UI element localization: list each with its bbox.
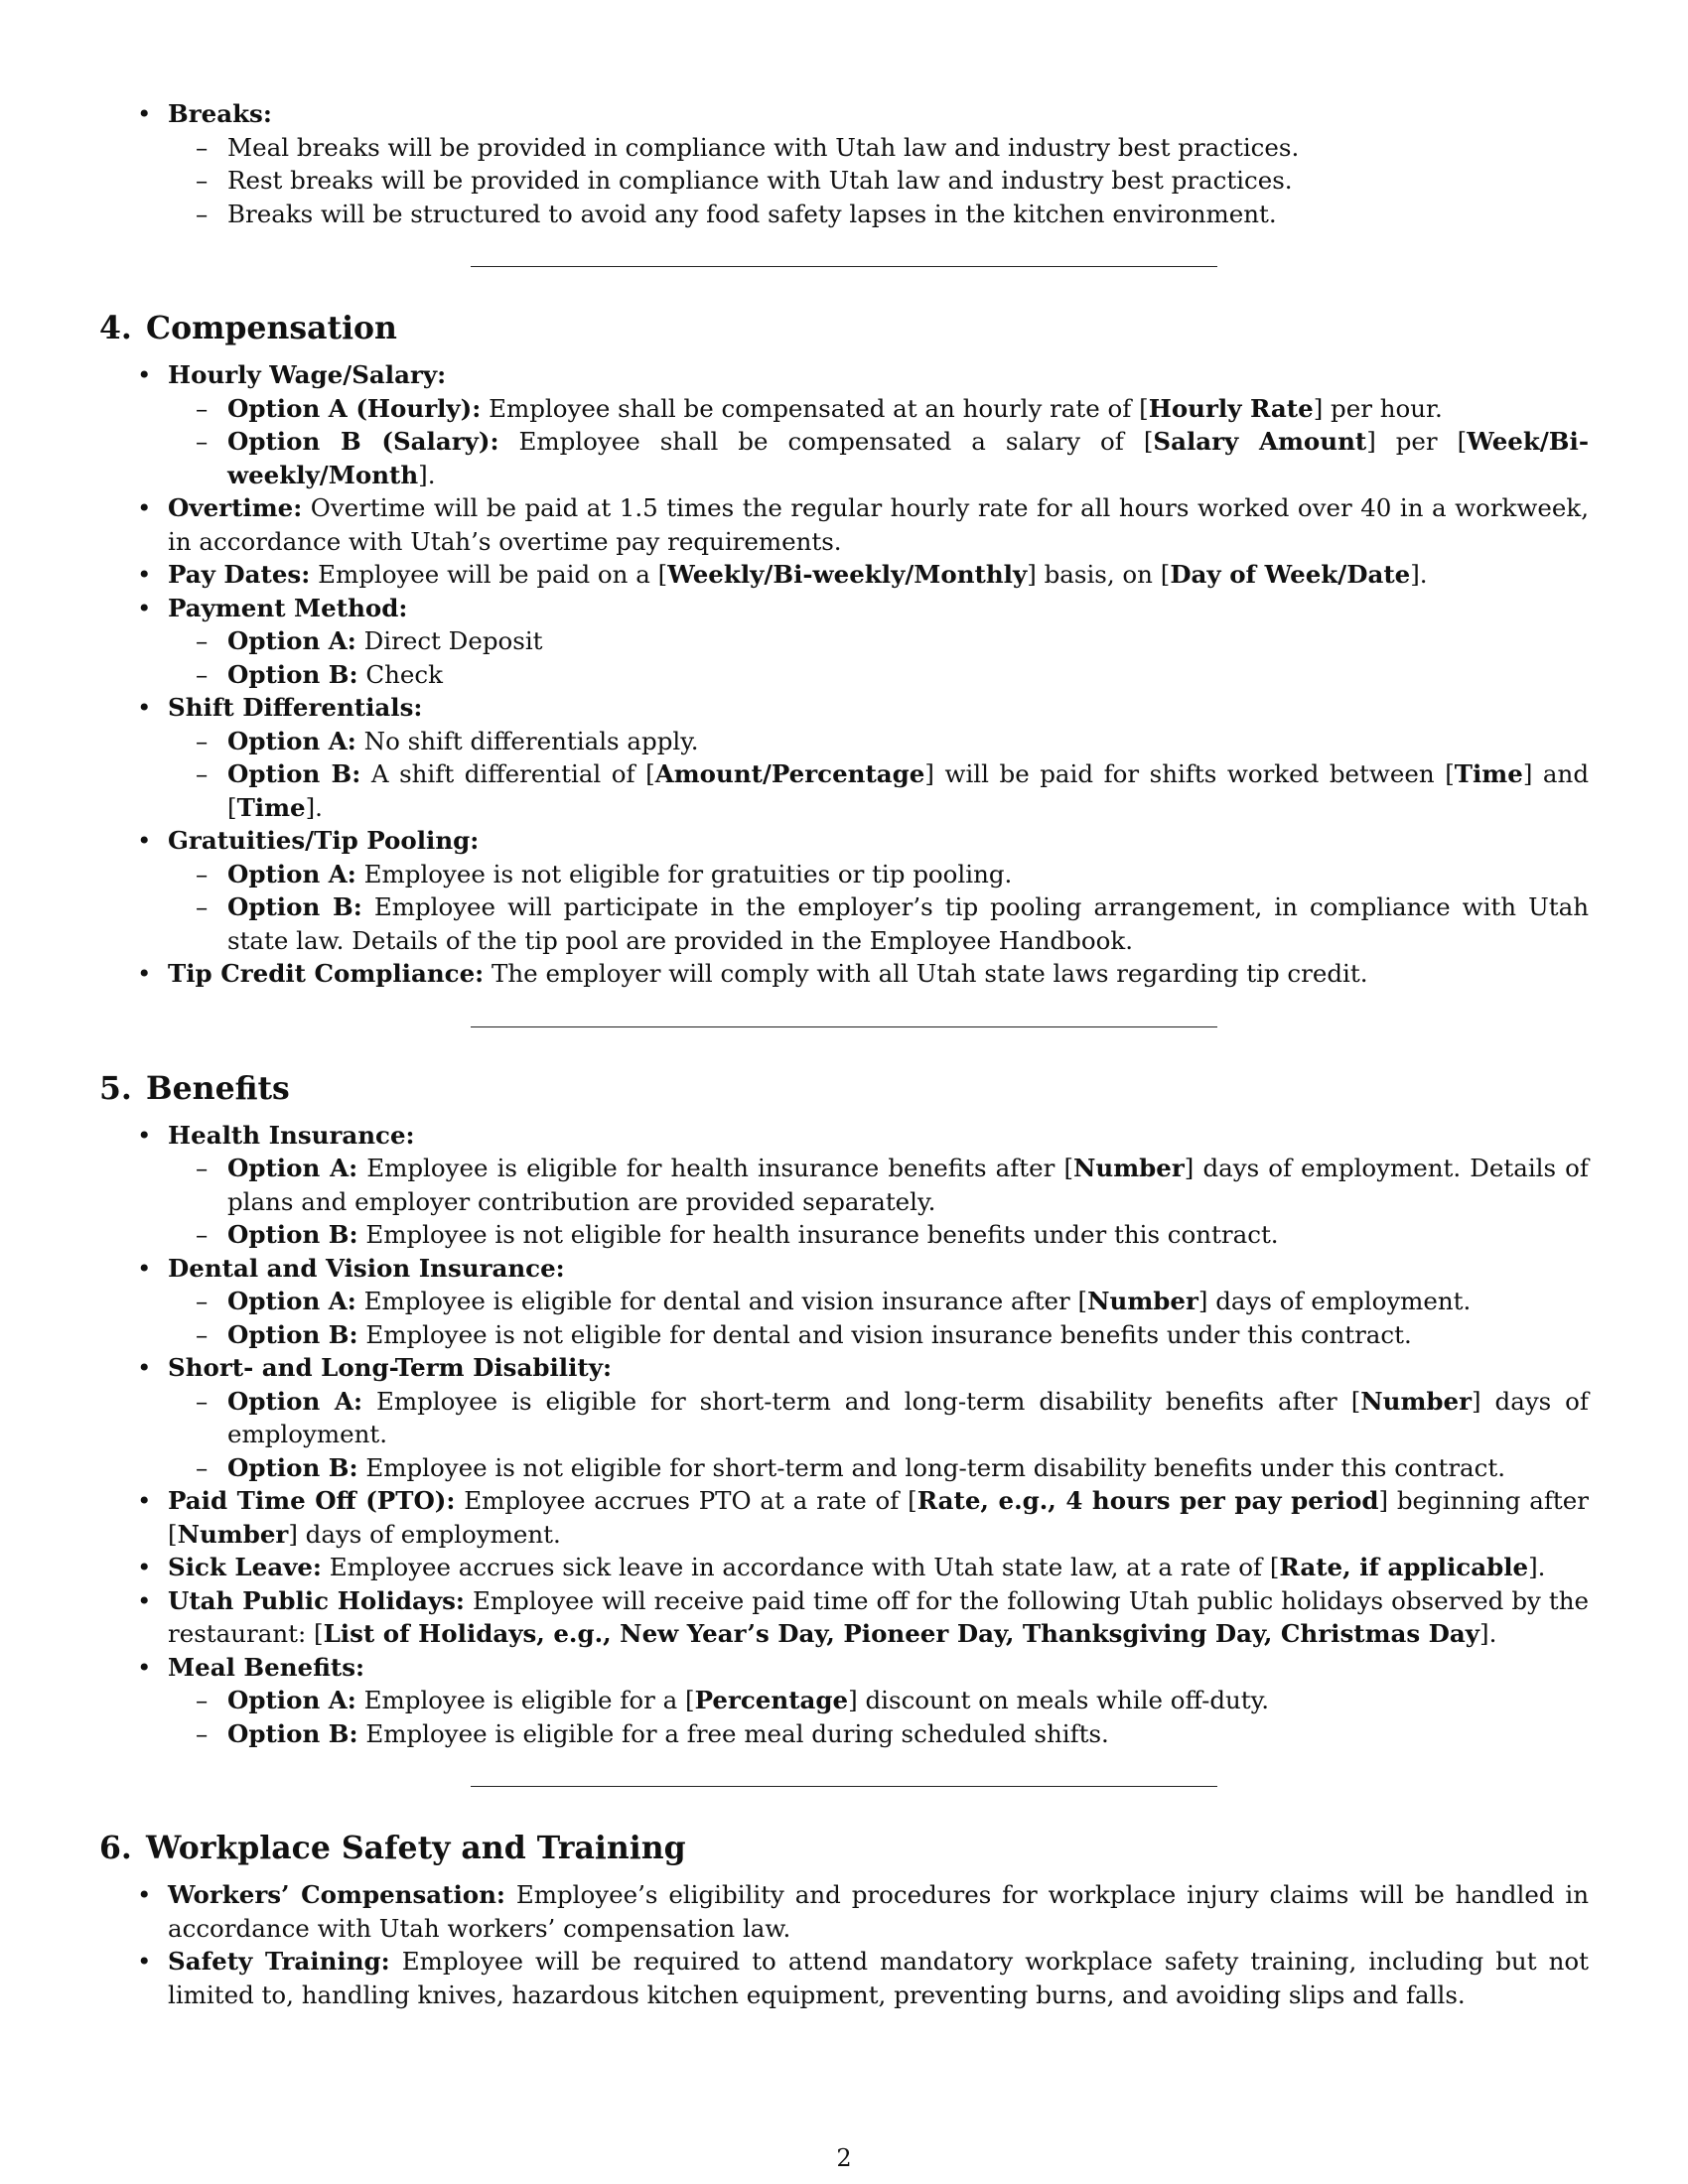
list-item-sick-leave xyxy=(99,1551,1589,1584)
option-b xyxy=(168,1451,1589,1485)
placeholder-field: Day of Week/Date xyxy=(1170,560,1411,589)
text: No shift differentials apply. xyxy=(363,726,699,755)
text: A shift differential of [ xyxy=(370,759,655,788)
text: ] days of employment. Details of plans and employer contribution are provided separately. xyxy=(227,1154,1589,1216)
compensation-list xyxy=(99,358,1589,991)
option-label: Option B: xyxy=(227,759,361,788)
text: ] days of employment. xyxy=(288,1519,561,1549)
section-heading-safety xyxy=(99,1829,1589,1868)
list-item-pto xyxy=(99,1484,1589,1551)
text: ] days of employment. xyxy=(227,1386,1589,1448)
text: Employee will be required to attend mandatory workplace safety training, including but not limited to, handling knives, hazardous kitchen equipment, preventing burns, and avoiding slips and falls. xyxy=(168,1947,1589,2009)
list-item-gratuities xyxy=(99,824,1589,957)
placeholder-field: Time xyxy=(1454,759,1523,788)
option-label: Option B: xyxy=(227,1718,358,1748)
text: Employee will participate in the employer’s tip pooling arrangement, in compliance with Utah state law. Details of the tip pool are provided in the Employee Handbook. xyxy=(227,892,1589,955)
section-title: Benefits xyxy=(146,1069,290,1107)
text: ] and [ xyxy=(227,759,1589,822)
list-item: – Meal breaks will be provided in compliance with Utah law and industry best practices. xyxy=(168,131,1589,165)
benefits-list xyxy=(99,1119,1589,1751)
text: Employee is eligible for short-term and long-term disability benefits after [ xyxy=(375,1386,1361,1416)
option-b xyxy=(168,658,1589,692)
health-options xyxy=(168,1152,1589,1252)
option-label: Option B: xyxy=(227,659,358,689)
placeholder-field: Weekly/Bi-weekly/Monthly xyxy=(667,560,1028,589)
option-a xyxy=(168,1285,1589,1318)
option-label: Option A: xyxy=(227,1154,358,1182)
text: Check xyxy=(365,659,443,689)
section-number: 5. xyxy=(99,1069,132,1107)
option-a xyxy=(168,624,1589,658)
text: ] per [ xyxy=(1366,427,1468,456)
section-divider xyxy=(471,1026,1217,1027)
text: ]. xyxy=(418,460,436,489)
text: Employee is not eligible for short-term and long-term disability benefits under this contract. xyxy=(365,1452,1506,1482)
list-item-hourly-wage xyxy=(99,358,1589,491)
dental-label: Dental and Vision Insurance: xyxy=(168,1253,565,1283)
holidays-label: Utah Public Holidays: xyxy=(168,1585,465,1615)
placeholder-field: Salary Amount xyxy=(1153,427,1367,456)
placeholder-field: Number xyxy=(1087,1287,1198,1315)
text: ] basis, on [ xyxy=(1027,560,1171,589)
text: ] days of employment. xyxy=(1197,1287,1472,1315)
safety-list xyxy=(99,1878,1589,2011)
hourly-options xyxy=(168,392,1589,492)
placeholder-field: Percentage xyxy=(694,1686,849,1714)
option-label: Option A: xyxy=(227,726,356,755)
list-item-meal-benefits xyxy=(99,1651,1589,1751)
text: ] discount on meals while off-duty. xyxy=(848,1686,1270,1714)
text: Employee will receive paid time off for the following Utah public holidays observed by the restaurant: [ xyxy=(168,1585,1589,1648)
gratuities-label: Gratuities/Tip Pooling: xyxy=(168,826,480,855)
payment-options xyxy=(168,624,1589,691)
placeholder-field: Number xyxy=(1360,1386,1473,1416)
meal-options xyxy=(168,1684,1589,1750)
option-label: Option B: xyxy=(227,1452,358,1482)
dental-options xyxy=(168,1285,1589,1351)
list-item-public-holidays xyxy=(99,1584,1589,1651)
pto-label: Paid Time Off (PTO): xyxy=(168,1486,456,1515)
hourly-label: Hourly Wage/Salary: xyxy=(168,360,447,389)
breaks-label: Breaks: xyxy=(168,99,272,128)
list-item-shift-differentials xyxy=(99,691,1589,824)
page-number: 2 xyxy=(836,2144,852,2172)
disability-label: Short- and Long-Term Disability: xyxy=(168,1353,612,1382)
text: ] per hour. xyxy=(1313,393,1443,423)
shift-options xyxy=(168,725,1589,825)
option-b xyxy=(168,890,1589,957)
text: Employee accrues sick leave in accordance with Utah state law, at a rate of [ xyxy=(329,1553,1280,1581)
list-item-tip-credit xyxy=(99,957,1589,991)
meal-label: Meal Benefits: xyxy=(168,1652,365,1682)
training-label: Safety Training: xyxy=(168,1947,390,1976)
list-item-health-insurance xyxy=(99,1119,1589,1252)
list-item-breaks xyxy=(99,97,1589,230)
section-divider xyxy=(471,266,1217,267)
list-item: – Breaks will be structured to avoid any food safety lapses in the kitchen environment. xyxy=(168,198,1589,231)
text: Employee shall be compensated a salary of [ xyxy=(518,427,1154,456)
placeholder-field: Amount/Percentage xyxy=(654,759,925,788)
placeholder-field: Rate, e.g., 4 hours per pay period xyxy=(916,1486,1379,1515)
text: Employee will be paid on a [ xyxy=(318,560,668,589)
list-item-disability xyxy=(99,1351,1589,1484)
section-title: Workplace Safety and Training xyxy=(146,1830,686,1866)
option-label: Option B: xyxy=(227,892,362,921)
placeholder-field: Week/Bi-weekly/Month xyxy=(227,427,1589,489)
text: Overtime will be paid at 1.5 times the regular hourly rate for all hours worked over 40 in a workweek, in accordance with Utah’s overtime pay requirements. xyxy=(168,493,1589,556)
option-label: Option A: xyxy=(227,859,356,888)
text: Employee is eligible for dental and vision insurance after [ xyxy=(363,1287,1088,1315)
option-b xyxy=(168,1218,1589,1252)
placeholder-field: Time xyxy=(236,792,306,822)
placeholder-field: Number xyxy=(1073,1154,1185,1182)
section-number: 6. xyxy=(99,1830,132,1866)
breaks-sublist xyxy=(168,131,1589,231)
text: Employee is eligible for a free meal during scheduled shifts. xyxy=(365,1718,1109,1748)
placeholder-field: Rate, if applicable xyxy=(1279,1553,1529,1581)
list-item-payment-method xyxy=(99,592,1589,692)
option-label: Option B: xyxy=(227,1220,358,1249)
section-divider xyxy=(471,1786,1217,1787)
option-a xyxy=(168,858,1589,891)
option-b xyxy=(168,1318,1589,1352)
sick-label: Sick Leave: xyxy=(168,1553,322,1581)
option-b xyxy=(168,757,1589,824)
option-label: Option A: xyxy=(227,1287,356,1315)
text: ]. xyxy=(1410,560,1428,589)
workers-comp-label: Workers’ Compensation: xyxy=(168,1880,505,1909)
option-salary xyxy=(168,425,1589,491)
section-number: 4. xyxy=(99,310,132,346)
placeholder-field: List of Holidays, e.g., New Year’s Day, Pioneer Day, Thanksgiving Day, Christmas Day xyxy=(323,1619,1480,1648)
option-a xyxy=(168,725,1589,758)
text: Direct Deposit xyxy=(363,626,543,655)
option-hourly xyxy=(168,392,1589,426)
section-heading-benefits xyxy=(99,1069,1589,1109)
option-label: Option B (Salary): xyxy=(227,427,499,456)
option-label: Option A: xyxy=(227,626,356,655)
section-heading-compensation xyxy=(99,309,1589,348)
payment-method-label: Payment Method: xyxy=(168,593,408,622)
health-label: Health Insurance: xyxy=(168,1120,415,1150)
page-content xyxy=(99,97,1589,2011)
text: ] will be paid for shifts worked between [ xyxy=(924,759,1455,788)
section-title: Compensation xyxy=(146,310,397,346)
text: Employee is eligible for a [ xyxy=(363,1686,695,1714)
text: Employee is not eligible for dental and vision insurance benefits under this contract. xyxy=(365,1319,1412,1349)
text: The employer will comply with all Utah state laws regarding tip credit. xyxy=(492,959,1368,988)
text: Employee is not eligible for gratuities or tip pooling. xyxy=(363,859,1013,888)
text: ]. xyxy=(305,792,323,822)
list-item: – Rest breaks will be provided in compliance with Utah law and industry best practices. xyxy=(168,164,1589,198)
option-a xyxy=(168,1385,1589,1451)
text: Employee is eligible for health insurance benefits after [ xyxy=(366,1154,1074,1182)
list-item-dental-vision xyxy=(99,1252,1589,1352)
option-label: Option A: xyxy=(227,1386,362,1416)
list-item-pay-dates xyxy=(99,558,1589,592)
text: ]. xyxy=(1528,1553,1546,1581)
list-item-workers-comp xyxy=(99,1878,1589,1945)
option-a xyxy=(168,1152,1589,1218)
text: Employee accrues PTO at a rate of [ xyxy=(464,1486,917,1515)
gratuities-options xyxy=(168,858,1589,958)
breaks-list xyxy=(99,97,1589,230)
placeholder-field: Hourly Rate xyxy=(1148,393,1314,423)
option-label: Option A (Hourly): xyxy=(227,393,482,423)
option-label: Option A: xyxy=(227,1686,356,1714)
disability-options xyxy=(168,1385,1589,1485)
placeholder-field: Number xyxy=(177,1519,289,1549)
list-item-safety-training xyxy=(99,1945,1589,2011)
shift-label: Shift Differentials: xyxy=(168,693,423,722)
list-item-overtime xyxy=(99,491,1589,558)
text: Employee’s eligibility and procedures for workplace injury claims will be handled in accordance with Utah workers’ compensation law. xyxy=(168,1880,1589,1943)
text: Employee is not eligible for health insurance benefits under this contract. xyxy=(365,1220,1279,1249)
option-a xyxy=(168,1684,1589,1717)
text: ]. xyxy=(1479,1619,1497,1648)
tip-credit-label: Tip Credit Compliance: xyxy=(168,959,485,988)
pay-dates-label: Pay Dates: xyxy=(168,560,311,589)
text: Employee shall be compensated at an hourly rate of [ xyxy=(489,393,1149,423)
option-label: Option B: xyxy=(227,1319,358,1349)
text: ] beginning after [ xyxy=(168,1486,1589,1549)
overtime-label: Overtime: xyxy=(168,493,303,522)
option-b xyxy=(168,1717,1589,1751)
